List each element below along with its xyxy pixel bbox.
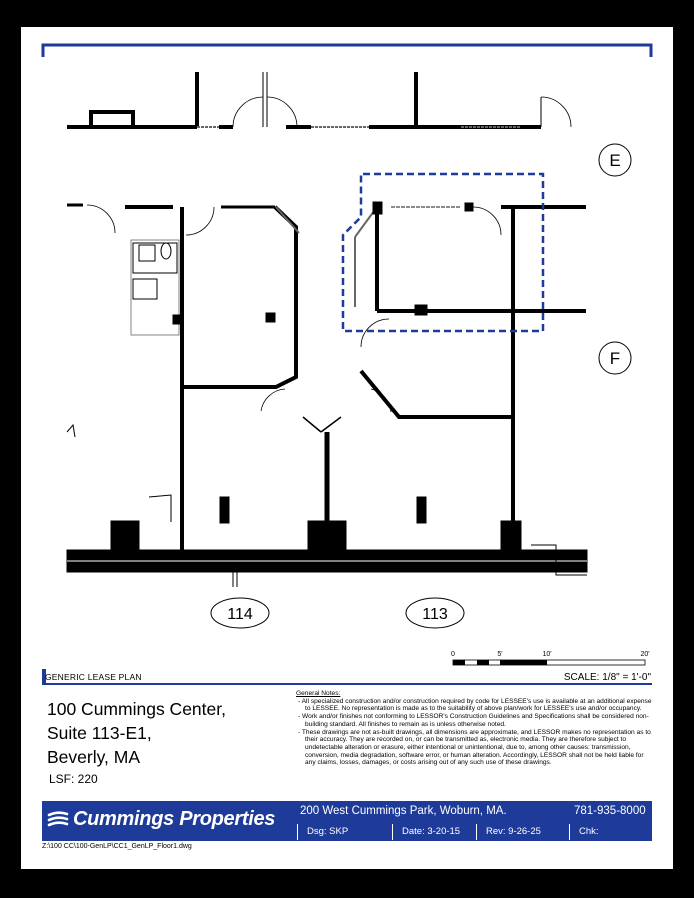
designer-cell: Dsg: SKP	[297, 824, 392, 840]
svg-text:20': 20'	[640, 651, 650, 658]
property-address	[47, 697, 226, 769]
address-line-2: Suite 113-E1,	[47, 723, 152, 743]
address-line-1: 100 Cummings Center,	[47, 699, 226, 719]
phone-number: 781-935-8000	[574, 805, 646, 817]
company-name: Cummings Properties	[73, 808, 276, 830]
note-item: - These drawings are not as-built drawings, all dimensions are approximate, and LESSOR makes no representation as to their accuracy. They are recorded on, or can be transmitted as, electronic media. They are therefore subject to undetectable alteration or erasure, either intentional or unintentional, due to, among other causes: transmission, conversion, media degradation, software error, or human alteration. Accordingly, LESSOR shall not be held liable for any claims, losses, damages, or costs arising out of any such use of these drawings.	[298, 728, 651, 767]
svg-text:5': 5'	[497, 651, 503, 658]
svg-text:10': 10'	[542, 651, 552, 658]
svg-text:F: F	[609, 349, 621, 368]
notes-heading: General Notes:	[296, 690, 341, 697]
revision-cell: Rev: 9-26-25	[476, 824, 569, 840]
upper-corridor-walls	[67, 72, 571, 127]
lsf-value: LSF: 220	[49, 772, 98, 786]
svg-text:114: 114	[227, 606, 253, 623]
date-cell: Date: 3-20-15	[392, 824, 486, 840]
company-logo	[47, 808, 275, 831]
note-item: - All specialized construction and/or construction required by code for LESSEE's use is available at an additional expense to LESSEE. No representation is made as to the suitability of above plan/work for LESSEE's use and/or occupancy.	[298, 697, 652, 713]
suite-114-walls	[67, 205, 341, 555]
suite-113-walls	[355, 202, 586, 555]
logo-mark-icon	[47, 811, 69, 829]
column-marker-f	[599, 342, 631, 374]
svg-text:0: 0	[451, 651, 455, 658]
column-marker-e	[599, 144, 631, 176]
park-address: 200 West Cummings Park, Woburn, MA.	[300, 805, 507, 817]
title-divider	[42, 683, 652, 685]
exterior-wall	[67, 521, 587, 587]
scale-bar	[451, 651, 650, 665]
plan-border	[43, 45, 651, 57]
floor-plan	[21, 27, 673, 669]
lease-plan-sheet	[21, 27, 673, 869]
note-item: - Work and/or finishes not conforming to LESSOR's Construction Guidelines and Specifications shall be considered non-building standard. All finishes to remain as is unless otherwise noted.	[298, 713, 649, 728]
checked-cell: Chk:	[569, 824, 652, 840]
file-path: Z:\100 CC\100-GenLP\CC1_GenLP_Floor1.dwg	[42, 843, 192, 850]
general-notes	[296, 690, 652, 767]
svg-text:113: 113	[422, 606, 448, 623]
left-stair	[67, 425, 171, 522]
restroom	[131, 240, 181, 335]
scale-text: SCALE: 1/8" = 1'-0"	[563, 672, 651, 683]
address-line-3: Beverly, MA	[47, 747, 141, 767]
unit-label-114	[211, 598, 269, 628]
lease-plan-label: GENERIC LEASE PLAN	[45, 672, 142, 682]
svg-text:E: E	[609, 151, 621, 170]
unit-label-113	[406, 598, 464, 628]
